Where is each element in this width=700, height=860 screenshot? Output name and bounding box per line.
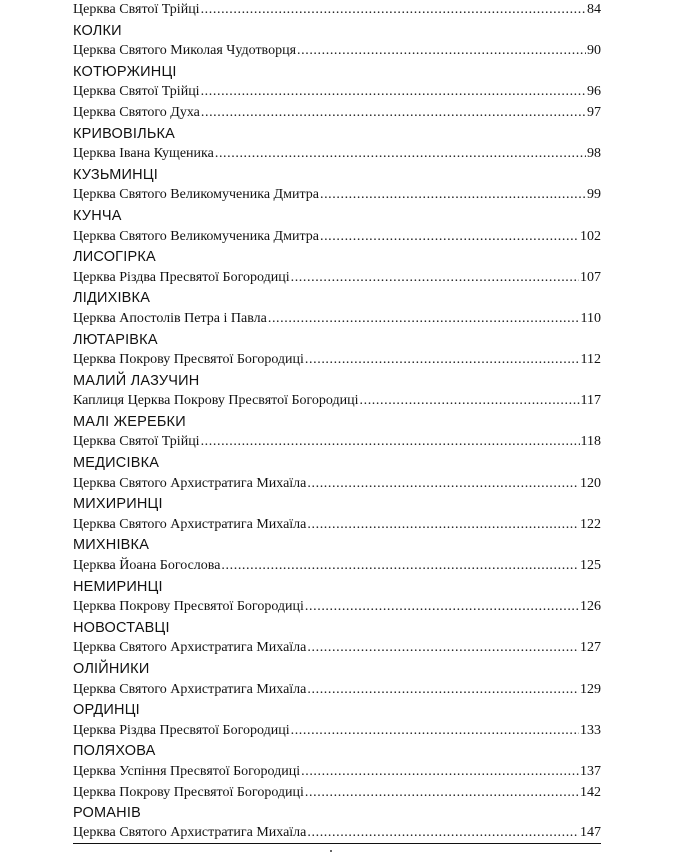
page-number: 142 xyxy=(580,784,601,800)
page-number: 96 xyxy=(587,84,601,100)
page-number: 133 xyxy=(580,722,601,738)
dot-leader xyxy=(320,227,579,248)
entry-title: Церква Святого Архистратига Михаїла xyxy=(73,475,307,491)
toc-entry[interactable] xyxy=(73,680,601,701)
toc-entry[interactable] xyxy=(73,638,601,659)
entry-title: Церква Покрову Пресвятої Богородиці xyxy=(73,599,304,615)
entry-title: Церква Апостолів Петра і Павла xyxy=(73,310,267,326)
page-number: 102 xyxy=(580,228,601,244)
toc-entry[interactable] xyxy=(73,185,601,206)
entry-title: Церква Івана Кущеника xyxy=(73,146,214,162)
village-heading: КРИВОВІЛЬКА xyxy=(73,125,176,142)
page-number: 137 xyxy=(580,763,601,779)
page-number: 120 xyxy=(580,475,601,491)
dot-leader xyxy=(305,350,580,371)
dot-leader xyxy=(201,103,586,124)
scan-speck xyxy=(330,850,332,852)
toc-entry[interactable] xyxy=(73,391,601,412)
toc-entry[interactable] xyxy=(73,721,601,742)
dot-leader xyxy=(307,515,579,536)
dot-leader xyxy=(320,185,586,206)
toc-entry[interactable] xyxy=(73,474,601,495)
dot-leader xyxy=(360,391,580,412)
toc-entry[interactable] xyxy=(73,350,601,371)
table-of-contents xyxy=(73,0,601,844)
entry-title: Церква Святого Великомученика Дмитра xyxy=(73,228,319,244)
village-heading: ЛЮТАРІВКА xyxy=(73,331,158,348)
dot-leader xyxy=(215,144,586,165)
entry-title: Церква Святого Архистратига Михаїла xyxy=(73,681,307,697)
village-heading: МАЛИЙ ЛАЗУЧИН xyxy=(73,372,200,389)
village-heading: МАЛІ ЖЕРЕБКИ xyxy=(73,413,186,430)
toc-entry[interactable] xyxy=(73,144,601,165)
village-heading: МИХИРИНЦІ xyxy=(73,496,163,513)
toc-entry[interactable] xyxy=(73,268,601,289)
page-number: 98 xyxy=(587,146,601,162)
page-number: 112 xyxy=(580,352,601,368)
entry-title: Церква Успіння Пресвятої Богородиці xyxy=(73,763,301,779)
page-number: 118 xyxy=(580,434,601,450)
entry-title: Церква Покрову Пресвятої Богородиці xyxy=(73,352,304,368)
toc-entry[interactable] xyxy=(73,0,601,21)
village-heading: НОВОСТАВЦІ xyxy=(73,619,170,636)
page-number: 122 xyxy=(580,516,601,532)
dot-leader xyxy=(307,680,579,701)
toc-entry[interactable] xyxy=(73,556,601,577)
dot-leader xyxy=(291,268,579,289)
village-heading: МИХНІВКА xyxy=(73,537,150,554)
toc-entry[interactable] xyxy=(73,783,601,804)
dot-leader xyxy=(221,556,579,577)
toc-entry[interactable] xyxy=(73,103,601,124)
page-number: 125 xyxy=(580,558,601,574)
village-heading: КОТЮРЖИНЦІ xyxy=(73,63,177,80)
entry-title: Церква Святої Трійці xyxy=(73,2,200,17)
dot-leader xyxy=(305,597,579,618)
village-heading: КУЗЬМИНЦІ xyxy=(73,166,158,183)
page-number: 129 xyxy=(580,681,601,697)
toc-entry[interactable] xyxy=(73,432,601,453)
dot-leader xyxy=(307,823,579,844)
page-number: 107 xyxy=(580,269,601,285)
page-number: 90 xyxy=(587,43,601,59)
village-heading: КОЛКИ xyxy=(73,22,122,39)
toc-entry[interactable] xyxy=(73,762,601,783)
village-heading: НЕМИРИНЦІ xyxy=(73,578,163,595)
village-heading: ОРДИНЦІ xyxy=(73,702,140,719)
toc-entry[interactable] xyxy=(73,515,601,536)
toc-entry[interactable] xyxy=(73,227,601,248)
page-number: 147 xyxy=(580,824,601,840)
toc-entry[interactable] xyxy=(73,597,601,618)
entry-title: Церква Різдва Пресвятої Богородиці xyxy=(73,722,290,738)
village-heading: ПОЛЯХОВА xyxy=(73,743,156,760)
toc-entry[interactable] xyxy=(73,824,601,845)
dot-leader xyxy=(268,309,580,330)
dot-leader xyxy=(307,474,579,495)
dot-leader xyxy=(297,41,586,62)
village-heading: РОМАНІВ xyxy=(73,805,141,822)
village-heading: МЕДИСІВКА xyxy=(73,455,160,472)
entry-title: Церква Святої Трійці xyxy=(73,434,200,450)
entry-title: Церква Йоана Богослова xyxy=(73,558,221,574)
toc-entry[interactable] xyxy=(73,82,601,103)
page-number: 99 xyxy=(587,187,601,203)
village-heading: ОЛІЙНИКИ xyxy=(73,661,150,677)
entry-title: Церква Святого Архистратига Михаїла xyxy=(73,640,307,656)
entry-title: Церква Святого Духа xyxy=(73,104,200,120)
page-number: 97 xyxy=(587,104,601,120)
village-heading: ЛІДИХІВКА xyxy=(73,290,151,307)
toc-entry[interactable] xyxy=(73,41,601,62)
entry-title: Церква Різдва Пресвятої Богородиці xyxy=(73,269,290,285)
entry-title: Церква Святого Архистратига Михаїла xyxy=(73,516,307,532)
dot-leader xyxy=(201,0,586,21)
entry-title: Церква Покрову Пресвятої Богородиці xyxy=(73,784,304,800)
dot-leader xyxy=(291,721,579,742)
page-number: 127 xyxy=(580,640,601,656)
entry-title: Церква Святого Миколая Чудотворця xyxy=(73,43,297,59)
page-number: 126 xyxy=(580,599,601,615)
dot-leader xyxy=(201,82,586,103)
entry-title: Церква Святої Трійці xyxy=(73,84,200,100)
page-number: 117 xyxy=(580,393,601,409)
entry-title: Церква Святого Великомученика Дмитра xyxy=(73,187,319,203)
page-number: 84 xyxy=(587,2,601,17)
dot-leader xyxy=(301,762,579,783)
toc-entry[interactable] xyxy=(73,309,601,330)
entry-title: Церква Святого Архистратига Михаїла xyxy=(73,824,307,840)
village-heading: КУНЧА xyxy=(73,207,122,224)
village-heading: ЛИСОГІРКА xyxy=(73,249,156,266)
dot-leader xyxy=(307,638,579,659)
entry-title: Каплиця Церква Покрову Пресвятої Богородиці xyxy=(73,393,359,409)
dot-leader xyxy=(201,432,580,453)
page-number: 110 xyxy=(580,310,601,326)
dot-leader xyxy=(305,783,579,804)
